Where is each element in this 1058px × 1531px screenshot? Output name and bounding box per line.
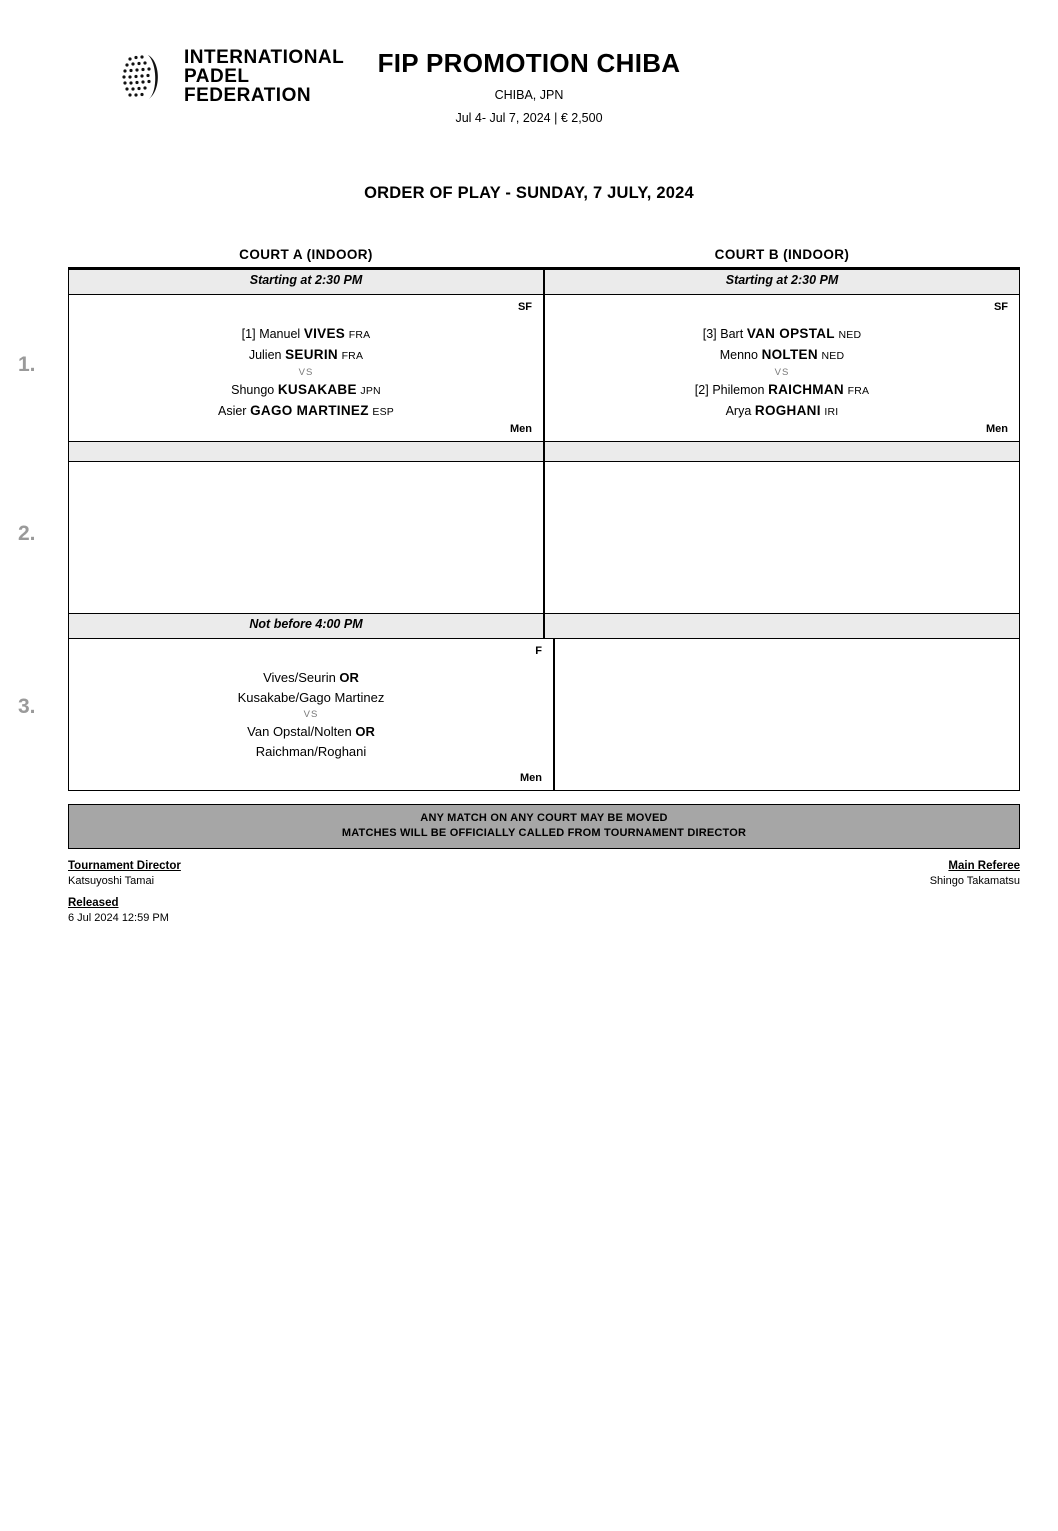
time-band-a-3: Not before 4:00 PM <box>68 614 544 639</box>
final-or-1: OR <box>339 670 359 685</box>
ipf-logo-icon <box>118 49 174 105</box>
player-last-name: SEURIN <box>285 347 338 362</box>
logo-line-1: INTERNATIONAL <box>184 47 345 68</box>
notice-line-2: MATCHES WILL BE OFFICIALLY CALLED FROM TOURNAMENT DIRECTOR <box>341 827 747 839</box>
gender-tag-b-1: Men <box>986 423 1008 435</box>
tournament-city: CHIBA, JPN <box>494 88 564 102</box>
match-cell-court-b-2[interactable] <box>544 462 1020 614</box>
final-team-1a: Vives/Seurin <box>263 670 340 685</box>
court-heading-b: COURT B (INDOOR) <box>714 247 850 262</box>
schedule-grid <box>18 267 1020 791</box>
player-last-name: VIVES <box>303 326 346 341</box>
player-first-name: Manuel <box>259 327 301 341</box>
order-of-play-page <box>0 34 1058 1531</box>
player-nationality: FRA <box>348 329 371 341</box>
player-seed: [1] <box>241 327 256 341</box>
player-nationality: NED <box>821 350 845 362</box>
final-line-4: Raichman/Roghani <box>255 744 367 759</box>
player-line <box>555 380 1009 401</box>
tournament-director-label: Tournament Director <box>68 860 181 872</box>
match-players-b-1 <box>555 324 1009 422</box>
player-line <box>79 401 533 422</box>
final-line-1 <box>79 668 543 688</box>
time-band-row-2 <box>68 442 1020 462</box>
player-nationality: NED <box>838 329 862 341</box>
match-row-3 <box>18 639 1020 791</box>
player-first-name: Bart <box>720 327 744 341</box>
court-headings <box>0 247 1058 267</box>
time-band-b-3 <box>544 614 1020 639</box>
versus-separator: VS <box>774 367 790 378</box>
player-last-name: RAICHMAN <box>768 382 844 397</box>
match-players-a-1 <box>79 324 533 422</box>
page-title: ORDER OF PLAY - SUNDAY, 7 JULY, 2024 <box>364 184 694 202</box>
logo-line-3: FEDERATION <box>184 85 312 106</box>
row-number-3: 3. <box>18 695 36 718</box>
player-line <box>79 380 533 401</box>
tournament-director-name: Katsuyoshi Tamai <box>68 875 155 887</box>
match-row-1 <box>18 295 1020 442</box>
final-line-2: Kusakabe/Gago Martinez <box>237 690 385 705</box>
versus-separator: VS <box>303 709 319 720</box>
released-label: Released <box>68 897 119 909</box>
match-cell-court-b-1[interactable] <box>544 295 1020 442</box>
logo-line-2: PADEL <box>184 66 250 87</box>
player-last-name: NOLTEN <box>761 347 818 362</box>
final-team-2a: Van Opstal/Nolten <box>247 724 356 739</box>
gender-tag-a-1: Men <box>510 423 532 435</box>
player-line <box>79 345 533 366</box>
match-players-a-3 <box>79 668 543 762</box>
match-cell-court-a-2[interactable] <box>68 462 544 614</box>
gender-tag-a-3: Men <box>520 772 542 784</box>
round-tag-a-3: F <box>535 645 542 657</box>
time-band-row-3 <box>68 614 1020 639</box>
player-nationality: JPN <box>360 385 381 397</box>
player-first-name: Menno <box>719 348 758 362</box>
player-last-name: KUSAKABE <box>277 382 357 397</box>
player-line <box>555 324 1009 345</box>
time-band-a-2 <box>68 442 544 462</box>
player-first-name: Asier <box>217 404 247 418</box>
player-first-name: Arya <box>725 404 752 418</box>
released-timestamp: 6 Jul 2024 12:59 PM <box>68 912 169 924</box>
time-band-a-1: Starting at 2:30 PM <box>68 270 544 295</box>
match-cell-court-a-1[interactable] <box>68 295 544 442</box>
match-cell-court-a-3[interactable] <box>68 639 554 791</box>
tournament-name: FIP PROMOTION CHIBA <box>377 48 681 78</box>
player-last-name: GAGO MARTINEZ <box>250 403 369 418</box>
signoff-block <box>68 860 1020 924</box>
player-seed: [2] <box>694 383 709 397</box>
player-last-name: VAN OPSTAL <box>746 326 835 341</box>
player-nationality: FRA <box>847 385 870 397</box>
court-heading-a: COURT A (INDOOR) <box>239 247 373 262</box>
row-number-2: 2. <box>18 522 36 545</box>
time-band-b-2 <box>544 442 1020 462</box>
final-or-2: OR <box>355 724 375 739</box>
player-line <box>555 345 1009 366</box>
player-first-name: Julien <box>248 348 282 362</box>
player-line <box>79 324 533 345</box>
notice-line-1: ANY MATCH ON ANY COURT MAY BE MOVED <box>420 812 668 824</box>
time-band-row-1 <box>68 270 1020 295</box>
round-tag-a-1: SF <box>517 301 532 313</box>
player-line <box>555 401 1009 422</box>
tournament-dates-prize: Jul 4- Jul 7, 2024 | € 2,500 <box>455 111 603 125</box>
player-first-name: Philemon <box>712 383 765 397</box>
player-nationality: FRA <box>341 350 364 362</box>
document-header <box>0 34 1058 144</box>
versus-separator: VS <box>298 367 314 378</box>
player-nationality: IRI <box>824 406 839 418</box>
ipf-logo <box>118 48 344 105</box>
player-seed: [3] <box>702 327 717 341</box>
notice-banner <box>68 804 1020 849</box>
row-number-1: 1. <box>18 353 36 376</box>
player-last-name: ROGHANI <box>754 403 821 418</box>
match-row-2 <box>18 462 1020 614</box>
time-band-b-1: Starting at 2:30 PM <box>544 270 1020 295</box>
player-first-name: Shungo <box>231 383 275 397</box>
main-referee-name: Shingo Takamatsu <box>929 875 1020 887</box>
round-tag-b-1: SF <box>993 301 1008 313</box>
match-cell-court-b-3[interactable] <box>554 639 1020 791</box>
main-referee-block <box>930 860 1020 887</box>
final-line-3 <box>79 722 543 742</box>
tournament-director-block <box>68 860 181 924</box>
main-referee-label: Main Referee <box>948 860 1020 872</box>
ipf-logo-wordmark <box>184 48 344 105</box>
player-nationality: ESP <box>372 406 394 418</box>
